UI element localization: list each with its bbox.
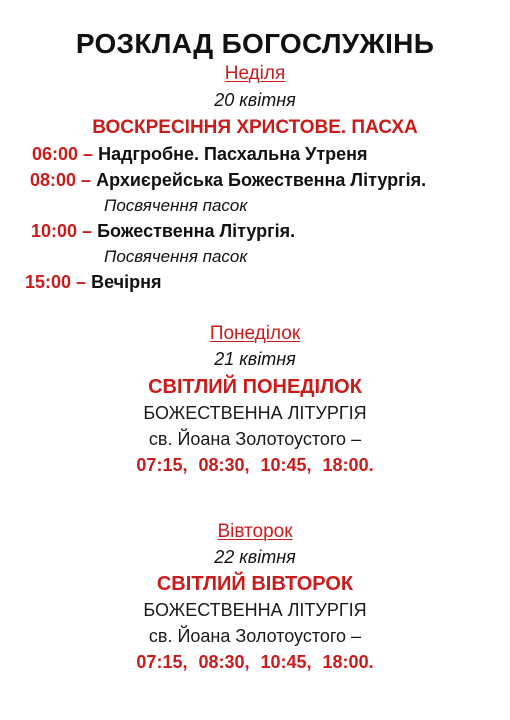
sunday-date: 20 квітня <box>214 90 296 110</box>
tuesday-liturgy-title: БОЖЕСТВЕННА ЛІТУРГІЯ <box>143 600 367 620</box>
tuesday-service-times: 07:15, 08:30, 10:45, 18:00. <box>136 652 374 672</box>
service-row <box>25 273 161 291</box>
tuesday-date: 22 квітня <box>214 547 296 567</box>
service-row <box>31 222 295 240</box>
service-time: 15:00 – <box>25 272 87 292</box>
monday-date: 21 квітня <box>214 349 296 369</box>
service-row <box>32 145 368 163</box>
service-name: Вечірня <box>91 272 162 292</box>
sunday-day-heading: Неділя <box>224 63 286 84</box>
service-time: 08:00 – <box>30 170 92 190</box>
sunday-feast-title: ВОСКРЕСІННЯ ХРИСТОВЕ. ПАСХА <box>92 117 418 138</box>
monday-feast-title: СВІТЛИЙ ПОНЕДІЛОК <box>148 376 362 398</box>
service-name: Архиєрейська Божественна Літургія. <box>96 170 427 190</box>
page-title: РОЗКЛАД БОГОСЛУЖІНЬ <box>75 28 435 59</box>
service-note: Посвячення пасок <box>104 247 248 266</box>
monday-service-times: 07:15, 08:30, 10:45, 18:00. <box>136 455 374 475</box>
service-time: 06:00 – <box>32 144 94 164</box>
service-name: Божественна Літургія. <box>97 221 296 241</box>
monday-saint: св. Йоана Золотоустого – <box>148 429 362 449</box>
tuesday-saint: св. Йоана Золотоустого – <box>148 626 362 646</box>
service-row <box>30 171 426 189</box>
service-name: Надгробне. Пасхальна Утреня <box>98 144 368 164</box>
service-note: Посвячення пасок <box>104 196 248 215</box>
tuesday-feast-title: СВІТЛИЙ ВІВТОРОК <box>156 573 354 595</box>
monday-liturgy-title: БОЖЕСТВЕННА ЛІТУРГІЯ <box>143 403 367 423</box>
service-time: 10:00 – <box>31 221 93 241</box>
tuesday-day-heading: Вівторок <box>217 521 293 542</box>
monday-day-heading: Понеділок <box>209 323 301 344</box>
